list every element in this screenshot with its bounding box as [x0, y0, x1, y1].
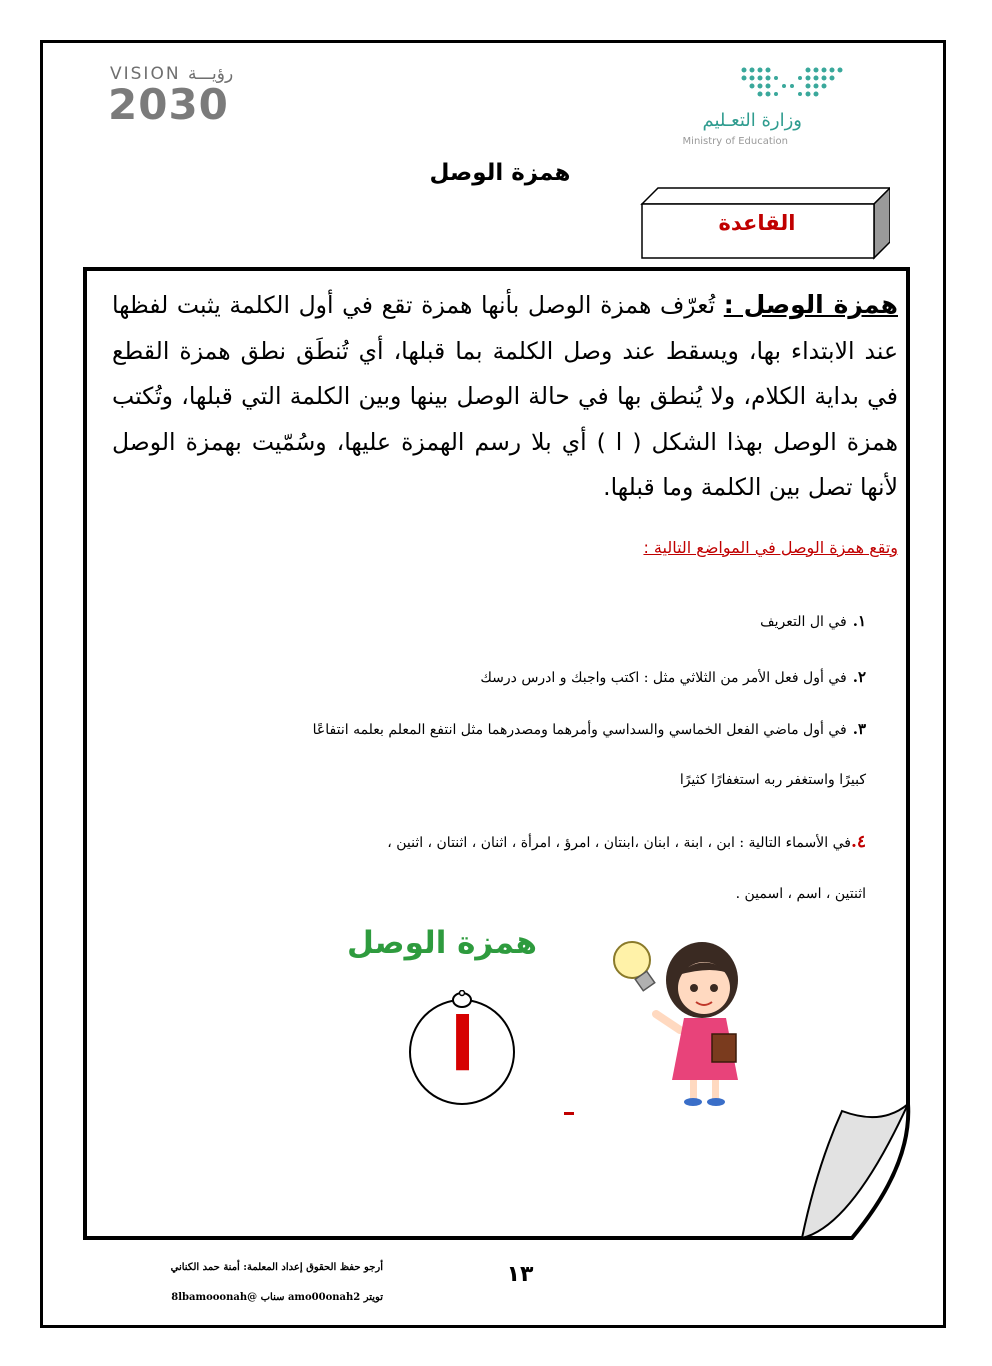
- list-item: [128, 612, 866, 630]
- list-item-number: ٤.: [850, 832, 866, 852]
- definition-text: تُعرّف همزة الوصل بأنها همزة تقع في أول الكلمة يثبت لفظها عند الابتداء بها، ويسقط عند وصل الكلمة بما قبلها، أي تُنطَق نطق همزة القطع في بداية الكلام، ولا يُنطق بها في حالة الوصل بينها وبين الكلمة التي قبلها، وتُكتب همزة الوصل بهذا الشكل ( ا ) أي بلا رسم الهمزة عليها، وسُمّيت بهمزة الوصل لأنها تصل بين الكلمة وما قبلها.: [112, 291, 898, 501]
- list-item-text: في أول فعل الأمر من الثلاثي مثل : اكتب واجبك و ادرس درسك: [480, 670, 847, 686]
- list-item-text: كبيرًا واستغفر ربه استغفارًا كثيرًا: [679, 772, 866, 788]
- list-item: [128, 668, 866, 686]
- positions-heading: وتقع همزة الوصل في المواضع التالية :: [643, 538, 898, 557]
- rule-label: القاعدة: [718, 211, 796, 235]
- alif-ornament: [400, 990, 525, 1105]
- vision-logo-number: 2030: [108, 80, 229, 129]
- list-item-number: ٣.: [852, 720, 866, 738]
- list-item-text: في الأسماء التالية : ابن ، ابنة ، ابنان ،ابنتان ، امرؤ ، امرأة ، اثنان ، اثنتان ، اثنين ،: [387, 835, 851, 851]
- list-item: [128, 832, 866, 852]
- page-title: همزة الوصل: [429, 160, 571, 186]
- ministry-dots-icon: [738, 64, 848, 104]
- list-item: [128, 720, 866, 738]
- ministry-name-arabic: وزارة التعـليم: [702, 110, 802, 131]
- list-item-continuation: [128, 886, 866, 902]
- list-item-text: اثنتين ، اسم ، اسمين .: [735, 886, 866, 902]
- list-item-continuation: [128, 772, 866, 788]
- ministry-logo: [660, 60, 850, 155]
- illustration-title: همزة الوصل: [347, 925, 537, 961]
- girl-with-lightbulb-icon: [604, 930, 764, 1108]
- list-item-text: في أول ماضي الفعل الخماسي والسداسي وأمرهما ومصدرهما مثل انتفع المعلم بعلمه انتفاعًا: [312, 722, 847, 738]
- definition-paragraph: [112, 282, 898, 511]
- list-item-number: ٢.: [852, 668, 866, 686]
- alif-letter: ا: [449, 1002, 476, 1088]
- list-item-text: في ال التعريف: [760, 614, 847, 630]
- page-number: ١٣: [506, 1262, 534, 1287]
- footer-contact: تويتر amo00onah2 سناب @8lbamooonah: [171, 1292, 383, 1303]
- footer-credit: أرجو حفظ الحقوق إعداد المعلمة: أمنة حمد الكناني: [170, 1262, 383, 1273]
- rule-box: [640, 186, 890, 260]
- vision-logo-text: VISION رؤيـــة: [110, 64, 234, 84]
- vision-2030-logo: [108, 64, 273, 128]
- definition-heading: همزة الوصل :: [723, 290, 898, 319]
- ministry-name-english: Ministry of Education: [682, 136, 788, 147]
- list-item-number: ١.: [852, 612, 866, 630]
- red-dash-mark: [564, 1112, 574, 1115]
